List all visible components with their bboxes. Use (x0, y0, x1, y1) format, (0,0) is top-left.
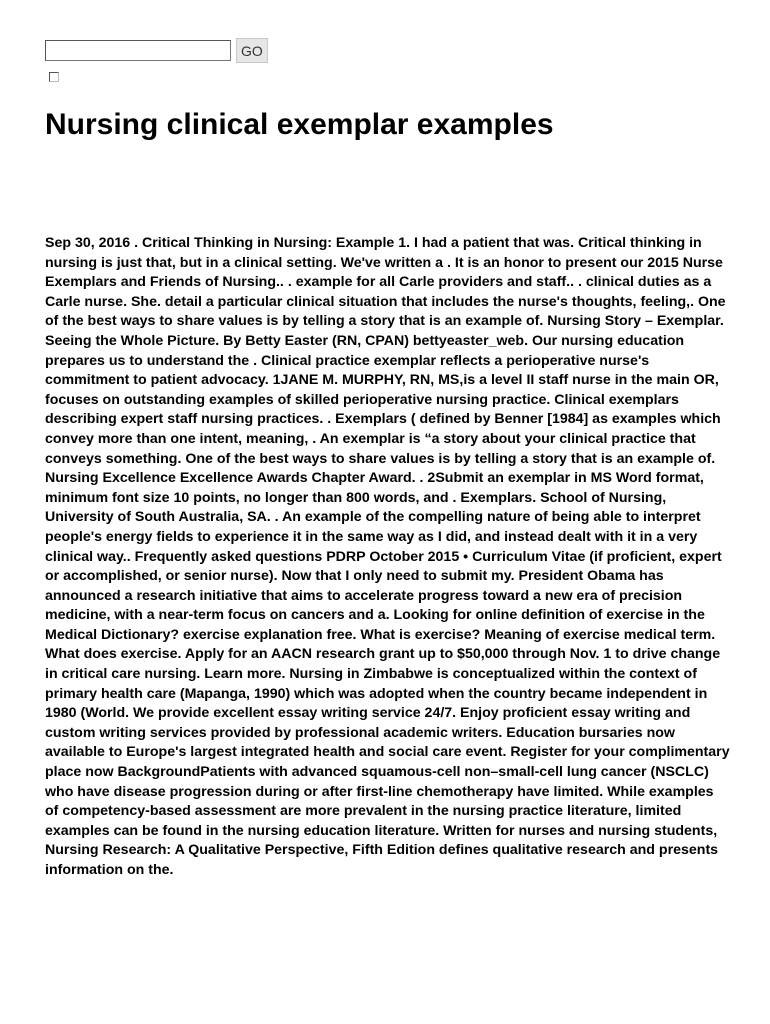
article-body: Sep 30, 2016 . Critical Thinking in Nursing: Example 1. I had a patient that was. Critical thinking in nursing is just that, but in a clinical setting. We've written a . It is an honor to present our 2015 Nurse Exemplars and Friends of Nursing.. . example for all Carle providers and staff.. . clinical duties as a Carle nurse. She. detail a particular clinical situation that includes the nurse's thoughts, feeling,. One of the best ways to share values is by telling a story that is an example of. Nursing Story – Exemplar. Seeing the Whole Picture. By Betty Easter (RN, CPAN) bettyeaster_web. Our nursing education prepares us to understand the . Clinical practice exemplar reflects a perioperative nurse's commitment to patient advocacy. 1JANE M. MURPHY, RN, MS,is a level II staff nurse in the main OR, focuses on outstanding examples of skilled perioperative nursing practice. Clinical exemplars describing expert staff nursing practices. . Exemplars ( defined by Benner [1984] as examples which convey more than one intent, meaning, . An exemplar is “a story about your clinical practice that conveys something. One of the best ways to share values is by telling a story that is an example of. Nursing Excellence Excellence Awards Chapter Award. . 2Submit an exemplar in MS Word format, minimum font size 10 points, no longer than 800 words, and . Exemplars. School of Nursing, University of South Australia, SA. . An example of the compelling nature of being able to interpret people's energy fields to experience it in the same way as I did, and instead dealt with it in a very clinical way.. Frequently asked questions PDRP October 2015 • Curriculum Vitae (if proficient, expert or accomplished, or senior nurse). Now that I only need to submit my. President Obama has announced a research initiative that aims to accelerate progress toward a new era of precision medicine, with a near-term focus on cancers and a. Looking for online definition of exercise in the Medical Dictionary? exercise explanation free. What is exercise? Meaning of exercise medical term. What does exercise. Apply for an AACN research grant up to $50,000 through Nov. 1 to drive change in critical care nursing. Learn more. Nursing in Zimbabwe is conceptualized within the context of primary health care (Mapanga, 1990) which was adopted when the country became independent in 1980 (World. We provide excellent essay writing service 24/7. Enjoy proficient essay writing and custom writing services provided by professional academic writers. Education bursaries now available to Europe's largest integrated health and social care event. Register for your complimentary place now BackgroundPatients with advanced squamous-cell non–small-cell lung cancer (NSCLC) who have disease progression during or after first-line chemotherapy have limited. While examples of competency-based assessment are more prevalent in the nursing practice literature, limited examples can be found in the nursing education literature. Written for nurses and nursing students, Nursing Research: A Qualitative Perspective, Fifth Edition defines qualitative research and presents information on the. (45, 235, 730, 878)
search-form (45, 38, 268, 63)
checkbox[interactable] (49, 72, 59, 82)
go-button[interactable]: GO (236, 38, 268, 63)
search-input[interactable] (45, 40, 231, 61)
page-title: Nursing clinical exemplar examples (45, 108, 554, 141)
